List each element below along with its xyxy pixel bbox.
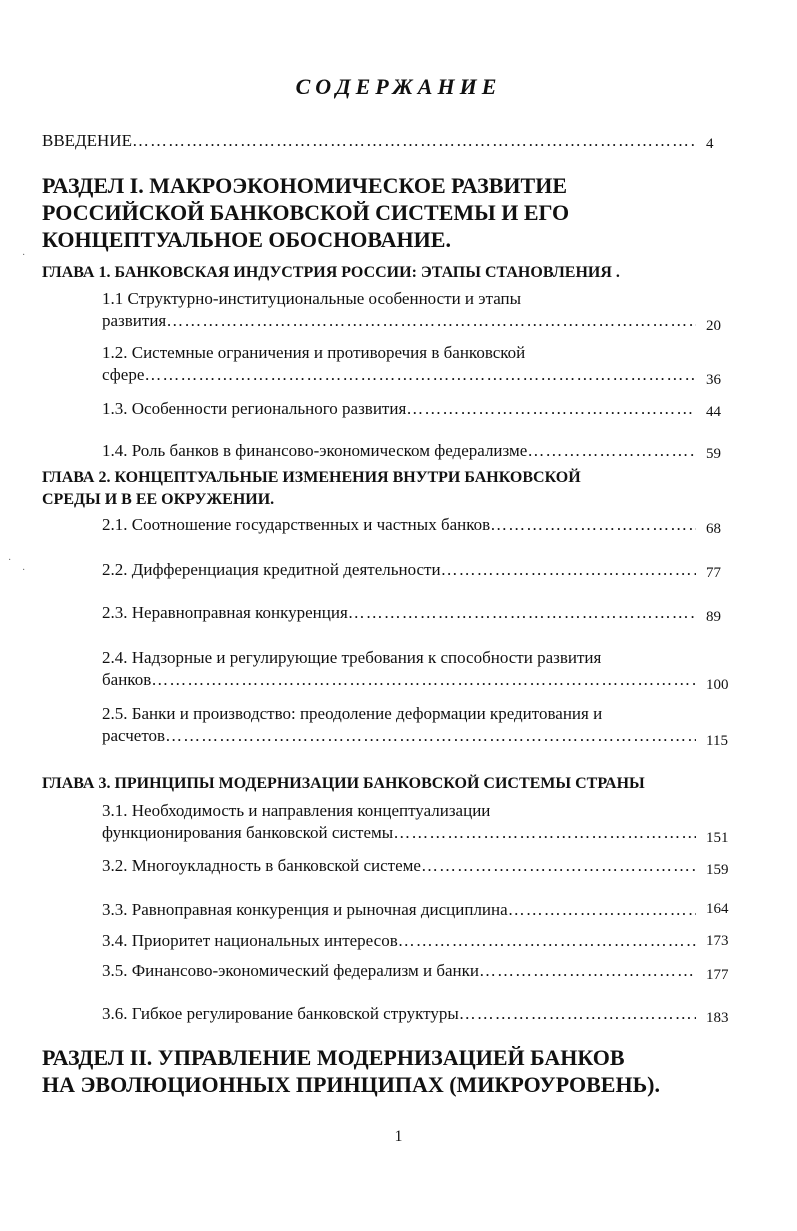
- toc-page-number: 115: [706, 733, 728, 749]
- page-number: 1: [394, 1128, 403, 1145]
- section-heading-line: КОНЦЕПТУАЛЬНОЕ ОБОСНОВАНИЕ.: [42, 227, 451, 252]
- scan-speck: ·: [22, 250, 26, 261]
- scan-speck: ·: [22, 565, 26, 576]
- toc-page-number: 59: [706, 446, 721, 462]
- section-heading-line: РАЗДЕЛ II. УПРАВЛЕНИЕ МОДЕРНИЗАЦИЕЙ БАНКОВ: [42, 1045, 625, 1070]
- toc-entry-first-line: 1.1 Структурно-институциональные особенности и этапы: [102, 289, 522, 308]
- toc-entry-label: расчетов: [102, 726, 166, 745]
- section-heading-2: [42, 1044, 742, 1098]
- toc-entry[interactable]: [102, 930, 696, 952]
- toc-page-number: 89: [706, 609, 721, 625]
- toc-entry-label: 1.3. Особенности регионального развития: [102, 399, 407, 418]
- toc-entry-label: 3.6. Гибкое регулирование банковской структуры: [102, 1004, 459, 1023]
- toc-page-number: 4: [706, 136, 714, 152]
- toc-entry[interactable]: [102, 602, 696, 624]
- toc-page-number: 68: [706, 521, 721, 537]
- toc-entry-label: функционирования банковской системы: [102, 823, 394, 842]
- toc-entry[interactable]: [102, 855, 696, 877]
- toc-page-number: 77: [706, 565, 721, 581]
- toc-entry-label: 3.4. Приоритет национальных интересов: [102, 931, 398, 950]
- toc-entry[interactable]: [102, 342, 696, 386]
- chapter-heading-line: СРЕДЫ И В ЕЕ ОКРУЖЕНИИ.: [42, 491, 275, 508]
- section-heading-line: НА ЭВОЛЮЦИОННЫХ ПРИНЦИПАХ (МИКРОУРОВЕНЬ).: [42, 1072, 660, 1097]
- toc-page-number: 159: [706, 862, 729, 878]
- toc-page-number: 151: [706, 830, 729, 846]
- chapter-heading-3: ГЛАВА 3. ПРИНЦИПЫ МОДЕРНИЗАЦИИ БАНКОВСКОЙ СИСТЕМЫ СТРАНЫ: [42, 775, 645, 792]
- toc-entry[interactable]: [102, 960, 696, 982]
- toc-entry[interactable]: [102, 899, 696, 921]
- toc-entry-first-line: 1.2. Системные ограничения и противоречия в банковской: [102, 343, 526, 362]
- toc-entry-intro[interactable]: [42, 130, 696, 152]
- toc-entry[interactable]: [102, 288, 696, 332]
- toc-entry-label: развития: [102, 311, 167, 330]
- toc-entry-label: 1.4. Роль банков в финансово-экономическом федерализме: [102, 441, 528, 460]
- toc-entry-first-line: 3.1. Необходимость и направления концептуализации: [102, 801, 491, 820]
- toc-page-number: 20: [706, 318, 721, 334]
- toc-page-number: 183: [706, 1010, 729, 1026]
- toc-page-number: 36: [706, 372, 721, 388]
- toc-entry-label: 3.3. Равноправная конкуренция и рыночная дисциплина: [102, 900, 508, 919]
- toc-entry-label: 2.3. Неравноправная конкуренция: [102, 603, 348, 622]
- toc-entry[interactable]: [102, 800, 696, 844]
- toc-entry[interactable]: [102, 514, 696, 536]
- toc-entry[interactable]: [102, 647, 696, 691]
- toc-entry[interactable]: [102, 559, 696, 581]
- chapter-heading-line: ГЛАВА 2. КОНЦЕПТУАЛЬНЫЕ ИЗМЕНЕНИЯ ВНУТРИ БАНКОВСКОЙ: [42, 469, 581, 486]
- section-heading-1: [42, 172, 742, 253]
- toc-page-number: 177: [706, 967, 729, 983]
- toc-entry-label: 3.5. Финансово-экономический федерализм и банки: [102, 961, 480, 980]
- toc-page-number: 164: [706, 901, 729, 917]
- toc-entry[interactable]: [102, 703, 696, 747]
- section-heading-line: РОССИЙСКОЙ БАНКОВСКОЙ СИСТЕМЫ И ЕГО: [42, 200, 570, 225]
- chapter-heading-1: ГЛАВА 1. БАНКОВСКАЯ ИНДУСТРИЯ РОССИИ: ЭТАПЫ СТАНОВЛЕНИЯ .: [42, 264, 620, 281]
- toc-entry-label: ВВЕДЕНИЕ: [42, 131, 132, 150]
- toc-entry-label: сфере: [102, 365, 145, 384]
- toc-entry-label: 3.2. Многоукладность в банковской системе: [102, 856, 421, 875]
- chapter-heading-2: [42, 467, 581, 511]
- section-heading-line: РАЗДЕЛ I. МАКРОЭКОНОМИЧЕСКОЕ РАЗВИТИЕ: [42, 173, 567, 198]
- toc-entry-label: 2.2. Дифференциация кредитной деятельности: [102, 560, 441, 579]
- toc-page-number: 100: [706, 677, 729, 693]
- toc-entry[interactable]: [102, 1003, 696, 1025]
- toc-page-number: 44: [706, 404, 721, 420]
- toc-entry[interactable]: [102, 440, 696, 462]
- toc-entry-first-line: 2.4. Надзорные и регулирующие требования к способности развития: [102, 648, 602, 667]
- toc-page-number: 173: [706, 933, 729, 949]
- scan-speck: ·: [8, 555, 12, 566]
- toc-entry-label: 2.1. Соотношение государственных и частных банков: [102, 515, 491, 534]
- toc-entry-label: банков: [102, 670, 152, 689]
- toc-entry[interactable]: [102, 398, 696, 420]
- page-title: СОДЕРЖАНИЕ: [295, 74, 502, 99]
- toc-entry-first-line: 2.5. Банки и производство: преодоление деформации кредитования и: [102, 704, 603, 723]
